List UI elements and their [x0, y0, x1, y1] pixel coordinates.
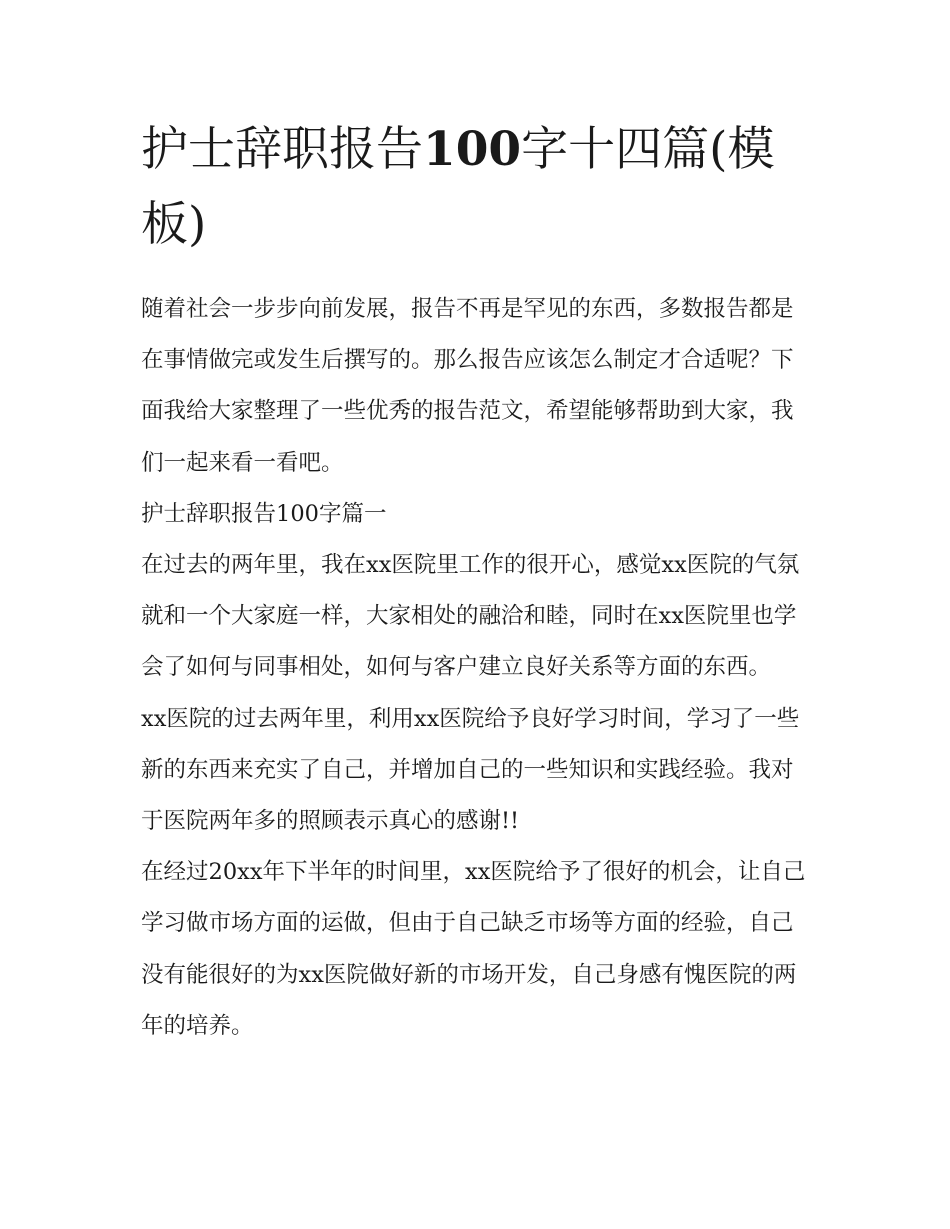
- body-paragraph: 在过去的两年里，我在xx医院里工作的很开心，感觉xx医院的气氛就和一个大家庭一样，大家相处的融洽和睦，同时在xx医院里也学会了如何与同事相处，如何与客户建立良好关系等方面的东西。: [141, 552, 800, 681]
- section-heading: 护士辞职报告100字篇一: [141, 500, 387, 527]
- title-number: 100: [423, 122, 522, 177]
- document-content: [141, 112, 813, 1052]
- body-paragraph: xx医院的过去两年里，利用xx医院给予良好学习时间，学习了一些新的东西来充实了自己，并增加自己的一些知识和实践经验。我对于医院两年多的照顾表示真心的感谢!!: [141, 705, 800, 835]
- intro-paragraph: 随着社会一步步向前发展，报告不再是罕见的东西，多数报告都是在事情做完或发生后撰写的。那么报告应该怎么制定才合适呢？下面我给大家整理了一些优秀的报告范文，希望能够帮助到大家，我们一起来看一看吧。: [141, 296, 794, 476]
- body-paragraph: 在经过20xx年下半年的时间里，xx医院给予了很好的机会，让自己学习做市场方面的运做，但由于自己缺乏市场等方面的经验，自己没有能很好的为xx医院做好新的市场开发，自己身感有愧医院的两年的培养。: [141, 859, 806, 1039]
- title-text-part2: 字十四篇(模板): [141, 122, 775, 252]
- title-text-part1: 护士辞职报告: [141, 122, 423, 177]
- document-title: [141, 112, 813, 262]
- document-body: [141, 284, 813, 1052]
